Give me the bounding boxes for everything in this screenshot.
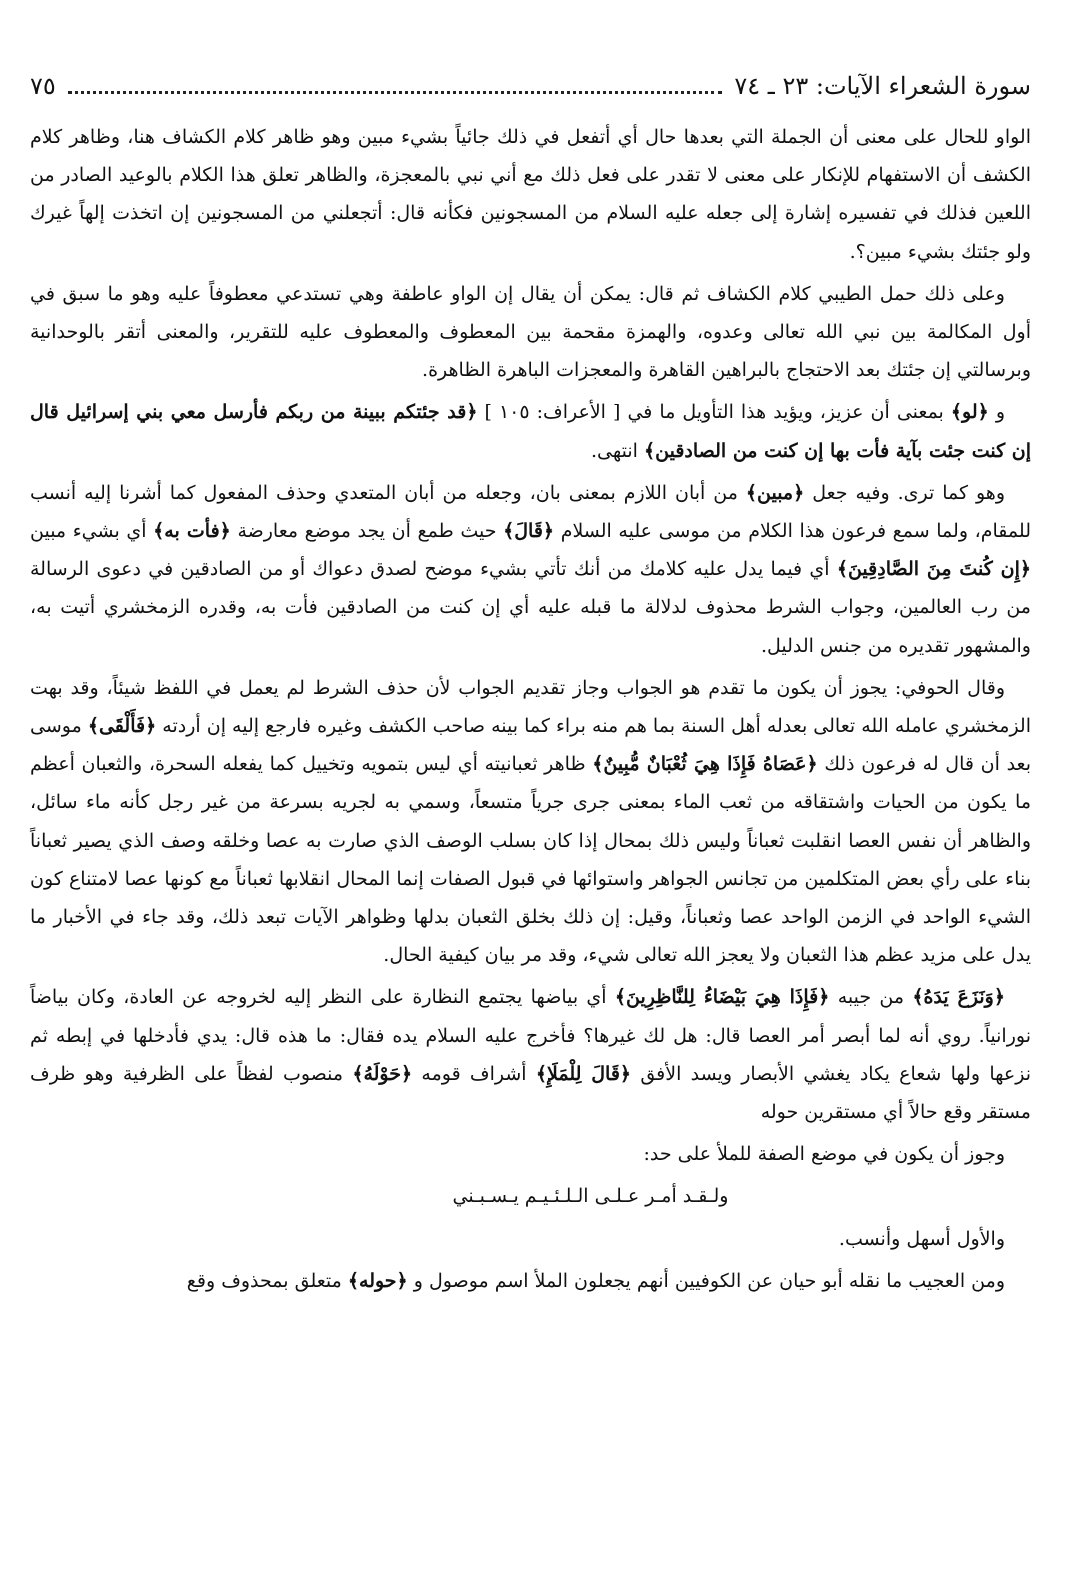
paragraph-1: الواو للحال على معنى أن الجملة التي بعدها حال أي أتفعل في ذلك جائياً بشيء مبين وهو ظاهر كلام الكشاف هنا، وظاهر كلام الكشف أن الاستفهام للإنكار على معنى لا تقدر على فعل ذلك مع أني نبي بالمعجزة، والظاهر تعلق هذا الكلام بالوعيد الصادر من اللعين فذلك في تفسيره إشارة إلى جعله عليه السلام من المسجونين فكأنه قال: أتجعلني من المسجونين إن اتخذت إلهاً غيرك ولو جئتك بشيء مبين؟. — [30, 126, 1031, 263]
quran-quote: ﴿قَالَ﴾ — [503, 520, 555, 543]
text-run: أي بياضها يجتمع النظارة على النظر إليه لخروجه عن العادة، وكان بياضاً نورانياً. روي أنه لما أبصر أمر العصا قال: هل لك غيرها؟ فأخرج عليه السلام يده فقال: ما هذه قال: يدي فأدخلها في إبطه ثم نزعها ولها شعاع يكاد يغشي الأبصار ويسد الأفق — [30, 986, 1032, 1085]
quran-quote: ﴿حَوْلَهُ﴾ — [352, 1062, 413, 1085]
page-header — [30, 66, 1031, 106]
paragraph-6 — [30, 978, 1031, 1131]
text-run: أي بشيء مبين — [30, 520, 147, 543]
quran-quote: ﴿عَصَاهُ فَإِذَا هِيَ ثُعْبَانٌ مُّبِينٌ﴾ — [592, 753, 818, 776]
poetry-verse: ولـقـد أمـر عـلـى الـلـئـيـم يـسـبـني — [452, 1185, 729, 1208]
running-title: سورة الشعراء الآيات: ٢٣ ـ ٧٤ — [734, 72, 1031, 100]
paragraph-2: وعلى ذلك حمل الطيبي كلام الكشاف ثم قال: يمكن أن يقال إن الواو عاطفة وهي تستدعي معطوفاً عليه وهو ما سبق في أول المكالمة بين نبي الله تعالى وعدوه، والهمزة مقحمة بين المعطوف والمعطوف عليه للتقرير، والمعنى أتقر بالوحدانية وبرسالتي إن جئتك بعد الاحتجاج بالبراهين القاهرة والمعجزات الباهرة الظاهرة. — [30, 282, 1031, 382]
quran-quote: ﴿لو﴾ — [950, 401, 989, 424]
text-run: وهو كما ترى. وفيه جعل — [812, 481, 1005, 504]
paragraph-7: وجوز أن يكون في موضع الصفة للملأ على حد: — [643, 1143, 1005, 1166]
quran-quote: ﴿فَأَلْقَى﴾ — [87, 715, 157, 738]
page-number: ٧٥ — [30, 72, 56, 100]
paragraph-3 — [30, 393, 1031, 469]
text-run: من أبان اللازم بمعنى بان، وجعله من أبان المتعدي وحذف المفعول كما أشرنا إليه أنسب للمقام، ولما سمع فرعون هذا الكلام من موسى عليه السلام — [30, 481, 1031, 543]
paragraph-8: والأول أسهل وأنسب. — [838, 1227, 1005, 1250]
quran-quote: ﴿حوله﴾ — [347, 1269, 408, 1292]
text-run: ومن العجيب ما نقله أبو حيان عن الكوفيين أنهم يجعلون الملأ اسم موصول و — [413, 1269, 1005, 1292]
text-run: أشراف قومه — [421, 1062, 527, 1085]
text-run: متعلق بمحذوف وقع — [186, 1269, 342, 1292]
paragraph-4 — [30, 474, 1031, 665]
quran-quote: ﴿فَإِذَا هِيَ بَيْضَاءُ لِلنَّاظِرِينَ﴾ — [614, 986, 830, 1009]
text-run: انتهى. — [591, 439, 638, 462]
paragraph-9 — [30, 1262, 1031, 1300]
quran-quote: ﴿إِن كُنتَ مِنَ الصَّادِقِينَ﴾ — [836, 558, 1031, 581]
text-run: أي فيما يدل عليه كلامك من أنك تأتي بشيء موضح لصدق دعواك أو من الصادقين في دعوى الرسالة من رب العالمين، وجواب الشرط محذوف لدلالة ما قبله عليه أي إن كنت من الصادقين فأت به، وقدره الزمخشري أتيت به، والمشهور تقديره من جنس الدليل. — [30, 558, 1031, 657]
quran-quote: ﴿مبين﴾ — [745, 481, 805, 504]
page-body — [30, 118, 1031, 1304]
quran-quote: ﴿وَنَزَعَ يَدَهُ﴾ — [912, 986, 1005, 1009]
text-run: موسى بعد أن قال له فرعون ذلك — [30, 715, 1031, 776]
quran-quote: ﴿فأت به﴾ — [153, 520, 231, 543]
text-run: وقال الحوفي: يجوز أن يكون ما تقدم هو الجواب وجاز تقديم الجواب لأن حذف الشرط لم يعمل في اللفظ شيئاً، وقد بهت الزمخشري عامله الله تعالى بعدله أهل السنة بما هم منه براء كما بينه صاحب الكشف وغيره فارجع إليه إن أردته — [30, 676, 1031, 738]
text-run: بمعنى أن عزيز، ويؤيد هذا التأويل ما في [ الأعراف: ١٠٥ ] — [484, 401, 944, 424]
header-leader-dots — [68, 87, 723, 94]
text-run: منصوب لفظاً على الظرفية وهو ظرف مستقر وقع حالاً أي مستقرين حوله — [30, 1062, 1031, 1124]
quran-quote: ﴿قد جئتكم ببينة من ربكم فأرسل معي بني إسرائيل قال إن كنت جئت بآية فأت بها إن كنت من الصادقين﴾ — [30, 401, 1031, 462]
quran-quote: ﴿قَالَ لِلْمَلَإِ﴾ — [535, 1062, 632, 1085]
text-run: من جيبه — [837, 986, 905, 1009]
text-run: حيث طمع أن يجد موضع معارضة — [237, 520, 497, 543]
text-run: ظاهر ثعبانيته أي ليس بتمويه وتخييل كما يفعله السحرة، والثعبان أعظم ما يكون من الحيات واشتقاقه من ثعب الماء بمعنى جرى جرياً متسعاً، وسمي به لجريه بسرعة من غير رجل كأنه ماء سائل، والظاهر أن نفس العصا انقلبت ثعباناً وليس ذلك بمحال إذا كان بسلب الوصف الذي صارت به عصا وخلقه وصف الذي يصير ثعباناً بناء على رأي بعض المتكلمين من تجانس الجواهر واستوائها في قبول الصفات إنما المحال انقلابها ثعباناً مع كونها عصا لامتناع كون الشيء الواحد في الزمن الواحد عصا وثعباناً، وقيل: إن ذلك بخلق الثعبان بدلها وظواهر الآيات تبعد ذلك، وقد جاء في الأخبار ما يدل على مزيد عظم هذا الثعبان ولا يعجز الله تعالى شيء، وقد مر بيان كيفية الحال. — [30, 753, 1031, 967]
paragraph-5 — [30, 669, 1031, 975]
text-run: و — [995, 401, 1005, 424]
